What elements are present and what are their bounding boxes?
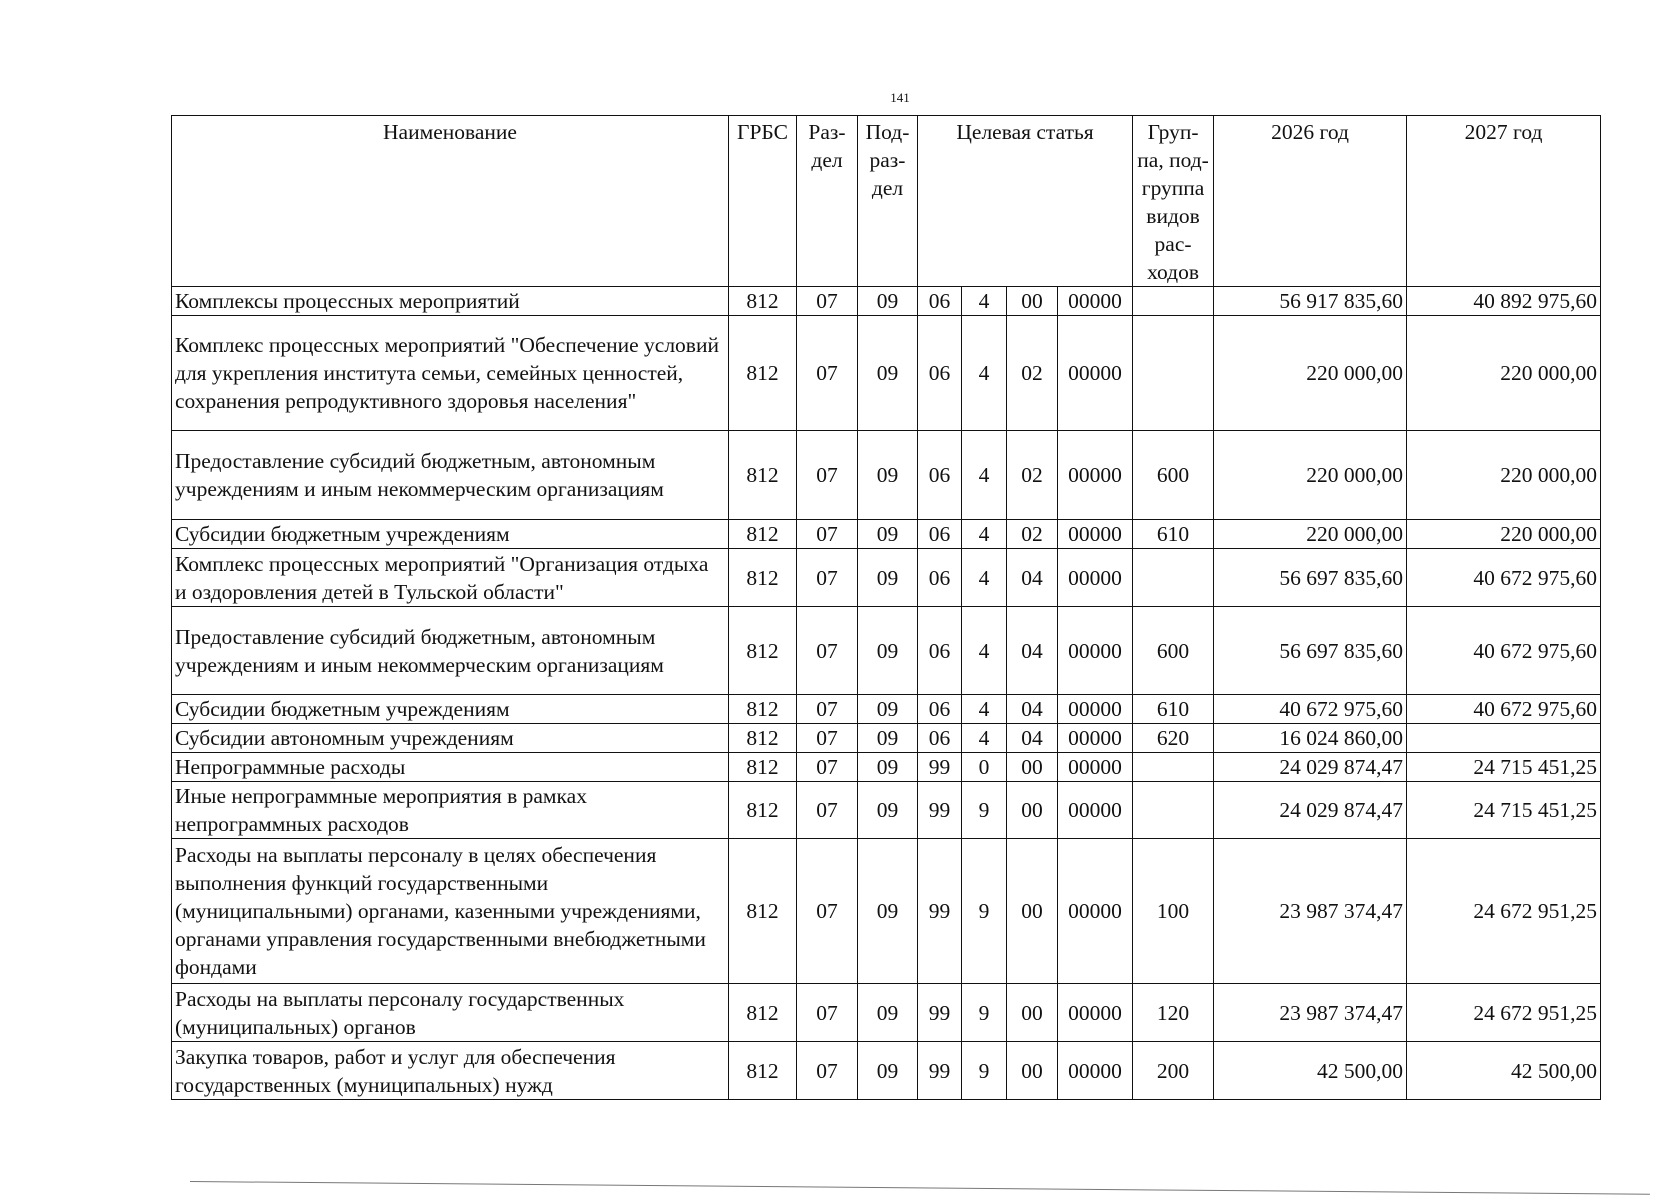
cell-rz: 07 [797, 316, 858, 431]
cell-rz: 07 [797, 984, 858, 1042]
header-razdel: Раз- дел [797, 116, 858, 287]
cell-pr: 09 [858, 549, 918, 607]
cell-t2: 4 [962, 316, 1007, 431]
cell-rz: 07 [797, 431, 858, 520]
cell-rz: 07 [797, 724, 858, 753]
table-row [172, 549, 1601, 607]
cell-t4: 00000 [1058, 695, 1133, 724]
header-row [172, 116, 1601, 287]
cell-y2026: 56 697 835,60 [1214, 607, 1407, 695]
cell-vr: 620 [1133, 724, 1214, 753]
cell-t1: 99 [918, 753, 962, 782]
cell-t3: 00 [1007, 1042, 1058, 1100]
cell-vr: 100 [1133, 839, 1214, 984]
cell-pr: 09 [858, 316, 918, 431]
cell-t3: 04 [1007, 724, 1058, 753]
cell-t2: 9 [962, 839, 1007, 984]
cell-t3: 00 [1007, 287, 1058, 316]
cell-name: Расходы на выплаты персоналу в целях обеспечения выполнения функций государственными (муниципальными) органами, казенными учреждениями, органами управления государственными внебюджетными фондами [172, 839, 729, 984]
cell-y2027: 220 000,00 [1407, 431, 1601, 520]
cell-grbs: 812 [729, 753, 797, 782]
cell-vr: 600 [1133, 607, 1214, 695]
cell-t2: 9 [962, 1042, 1007, 1100]
cell-t4: 00000 [1058, 839, 1133, 984]
cell-rz: 07 [797, 549, 858, 607]
table-row [172, 984, 1601, 1042]
cell-y2027: 24 715 451,25 [1407, 753, 1601, 782]
cell-t1: 99 [918, 984, 962, 1042]
cell-grbs: 812 [729, 695, 797, 724]
cell-name: Комплекс процессных мероприятий "Обеспечение условий для укрепления института семьи, семейных ценностей, сохранения репродуктивного здоровья населения" [172, 316, 729, 431]
cell-y2026: 16 024 860,00 [1214, 724, 1407, 753]
cell-y2027: 220 000,00 [1407, 520, 1601, 549]
page-number: 141 [890, 90, 910, 105]
header-2027: 2027 год [1407, 116, 1601, 287]
cell-name: Иные непрограммные мероприятия в рамках непрограммных расходов [172, 782, 729, 839]
cell-vr [1133, 782, 1214, 839]
cell-y2026: 56 917 835,60 [1214, 287, 1407, 316]
cell-name: Расходы на выплаты персоналу государственных (муниципальных) органов [172, 984, 729, 1042]
cell-y2027: 40 672 975,60 [1407, 549, 1601, 607]
cell-t3: 04 [1007, 549, 1058, 607]
table-body [172, 287, 1601, 1100]
cell-y2026: 220 000,00 [1214, 316, 1407, 431]
cell-pr: 09 [858, 1042, 918, 1100]
cell-y2026: 24 029 874,47 [1214, 753, 1407, 782]
cell-y2027: 24 672 951,25 [1407, 984, 1601, 1042]
cell-name: Комплексы процессных мероприятий [172, 287, 729, 316]
cell-y2027: 42 500,00 [1407, 1042, 1601, 1100]
cell-pr: 09 [858, 520, 918, 549]
footer-rule [190, 1181, 1650, 1195]
table-row [172, 431, 1601, 520]
cell-t4: 00000 [1058, 607, 1133, 695]
table-row [172, 753, 1601, 782]
cell-t3: 02 [1007, 520, 1058, 549]
cell-pr: 09 [858, 287, 918, 316]
table-row [172, 287, 1601, 316]
cell-name: Предоставление субсидий бюджетным, автономным учреждениям и иным некоммерческим организациям [172, 431, 729, 520]
cell-t3: 04 [1007, 607, 1058, 695]
cell-rz: 07 [797, 287, 858, 316]
cell-name: Субсидии бюджетным учреждениям [172, 695, 729, 724]
table-row [172, 520, 1601, 549]
cell-t2: 4 [962, 431, 1007, 520]
table-row [172, 839, 1601, 984]
budget-table [171, 115, 1601, 1100]
cell-t1: 99 [918, 839, 962, 984]
cell-t1: 06 [918, 607, 962, 695]
cell-y2027: 40 672 975,60 [1407, 607, 1601, 695]
cell-y2027 [1407, 724, 1601, 753]
table-row [172, 724, 1601, 753]
cell-t2: 4 [962, 695, 1007, 724]
cell-t3: 00 [1007, 984, 1058, 1042]
cell-t2: 4 [962, 520, 1007, 549]
cell-y2026: 23 987 374,47 [1214, 984, 1407, 1042]
cell-grbs: 812 [729, 984, 797, 1042]
cell-y2027: 24 672 951,25 [1407, 839, 1601, 984]
cell-t4: 00000 [1058, 520, 1133, 549]
cell-t4: 00000 [1058, 984, 1133, 1042]
cell-t2: 4 [962, 607, 1007, 695]
cell-vr [1133, 287, 1214, 316]
cell-pr: 09 [858, 431, 918, 520]
cell-name: Комплекс процессных мероприятий "Организация отдыха и оздоровления детей в Тульской области" [172, 549, 729, 607]
cell-t2: 4 [962, 549, 1007, 607]
cell-grbs: 812 [729, 287, 797, 316]
cell-vr [1133, 549, 1214, 607]
header-target-article: Целевая статья [918, 116, 1133, 287]
cell-t3: 00 [1007, 753, 1058, 782]
cell-name: Субсидии бюджетным учреждениям [172, 520, 729, 549]
cell-rz: 07 [797, 782, 858, 839]
cell-t3: 02 [1007, 316, 1058, 431]
cell-t4: 00000 [1058, 724, 1133, 753]
cell-rz: 07 [797, 839, 858, 984]
cell-vr: 120 [1133, 984, 1214, 1042]
cell-pr: 09 [858, 782, 918, 839]
table-row [172, 1042, 1601, 1100]
cell-vr: 200 [1133, 1042, 1214, 1100]
cell-t3: 00 [1007, 839, 1058, 984]
cell-vr: 600 [1133, 431, 1214, 520]
cell-grbs: 812 [729, 724, 797, 753]
cell-t1: 06 [918, 549, 962, 607]
table-row [172, 695, 1601, 724]
cell-y2026: 220 000,00 [1214, 520, 1407, 549]
cell-grbs: 812 [729, 431, 797, 520]
cell-vr [1133, 753, 1214, 782]
cell-rz: 07 [797, 607, 858, 695]
cell-t2: 4 [962, 287, 1007, 316]
cell-t4: 00000 [1058, 753, 1133, 782]
cell-name: Субсидии автономным учреждениям [172, 724, 729, 753]
cell-y2027: 40 892 975,60 [1407, 287, 1601, 316]
cell-grbs: 812 [729, 839, 797, 984]
cell-name: Закупка товаров, работ и услуг для обеспечения государственных (муниципальных) нужд [172, 1042, 729, 1100]
header-expense-group: Груп- па, под- группа видов рас- ходов [1133, 116, 1214, 287]
cell-t1: 06 [918, 431, 962, 520]
cell-grbs: 812 [729, 549, 797, 607]
cell-y2026: 23 987 374,47 [1214, 839, 1407, 984]
cell-grbs: 812 [729, 1042, 797, 1100]
cell-t2: 9 [962, 984, 1007, 1042]
cell-y2026: 24 029 874,47 [1214, 782, 1407, 839]
header-grbs: ГРБС [729, 116, 797, 287]
cell-vr: 610 [1133, 695, 1214, 724]
cell-grbs: 812 [729, 520, 797, 549]
cell-y2027: 220 000,00 [1407, 316, 1601, 431]
cell-t1: 06 [918, 316, 962, 431]
cell-t2: 4 [962, 724, 1007, 753]
cell-pr: 09 [858, 839, 918, 984]
cell-pr: 09 [858, 753, 918, 782]
cell-t4: 00000 [1058, 287, 1133, 316]
cell-y2026: 220 000,00 [1214, 431, 1407, 520]
cell-t1: 06 [918, 724, 962, 753]
cell-name: Предоставление субсидий бюджетным, автономным учреждениям и иным некоммерческим организациям [172, 607, 729, 695]
header-name: Наименование [172, 116, 729, 287]
cell-t4: 00000 [1058, 1042, 1133, 1100]
cell-pr: 09 [858, 984, 918, 1042]
cell-name: Непрограммные расходы [172, 753, 729, 782]
table-row [172, 316, 1601, 431]
cell-y2027: 24 715 451,25 [1407, 782, 1601, 839]
cell-rz: 07 [797, 695, 858, 724]
header-2026: 2026 год [1214, 116, 1407, 287]
cell-grbs: 812 [729, 607, 797, 695]
cell-grbs: 812 [729, 782, 797, 839]
table-row [172, 782, 1601, 839]
cell-grbs: 812 [729, 316, 797, 431]
cell-y2027: 40 672 975,60 [1407, 695, 1601, 724]
cell-t4: 00000 [1058, 431, 1133, 520]
table-row [172, 607, 1601, 695]
cell-t3: 04 [1007, 695, 1058, 724]
cell-t4: 00000 [1058, 316, 1133, 431]
cell-t2: 0 [962, 753, 1007, 782]
cell-vr [1133, 316, 1214, 431]
cell-t2: 9 [962, 782, 1007, 839]
cell-t4: 00000 [1058, 549, 1133, 607]
cell-y2026: 40 672 975,60 [1214, 695, 1407, 724]
cell-pr: 09 [858, 695, 918, 724]
cell-rz: 07 [797, 1042, 858, 1100]
cell-t1: 06 [918, 695, 962, 724]
cell-pr: 09 [858, 724, 918, 753]
cell-t1: 06 [918, 520, 962, 549]
cell-t4: 00000 [1058, 782, 1133, 839]
cell-t3: 02 [1007, 431, 1058, 520]
cell-t1: 99 [918, 1042, 962, 1100]
cell-t1: 06 [918, 287, 962, 316]
cell-y2026: 42 500,00 [1214, 1042, 1407, 1100]
cell-t3: 00 [1007, 782, 1058, 839]
cell-t1: 99 [918, 782, 962, 839]
cell-rz: 07 [797, 753, 858, 782]
cell-y2026: 56 697 835,60 [1214, 549, 1407, 607]
header-podrazdel: Под- раз- дел [858, 116, 918, 287]
cell-rz: 07 [797, 520, 858, 549]
cell-vr: 610 [1133, 520, 1214, 549]
cell-pr: 09 [858, 607, 918, 695]
